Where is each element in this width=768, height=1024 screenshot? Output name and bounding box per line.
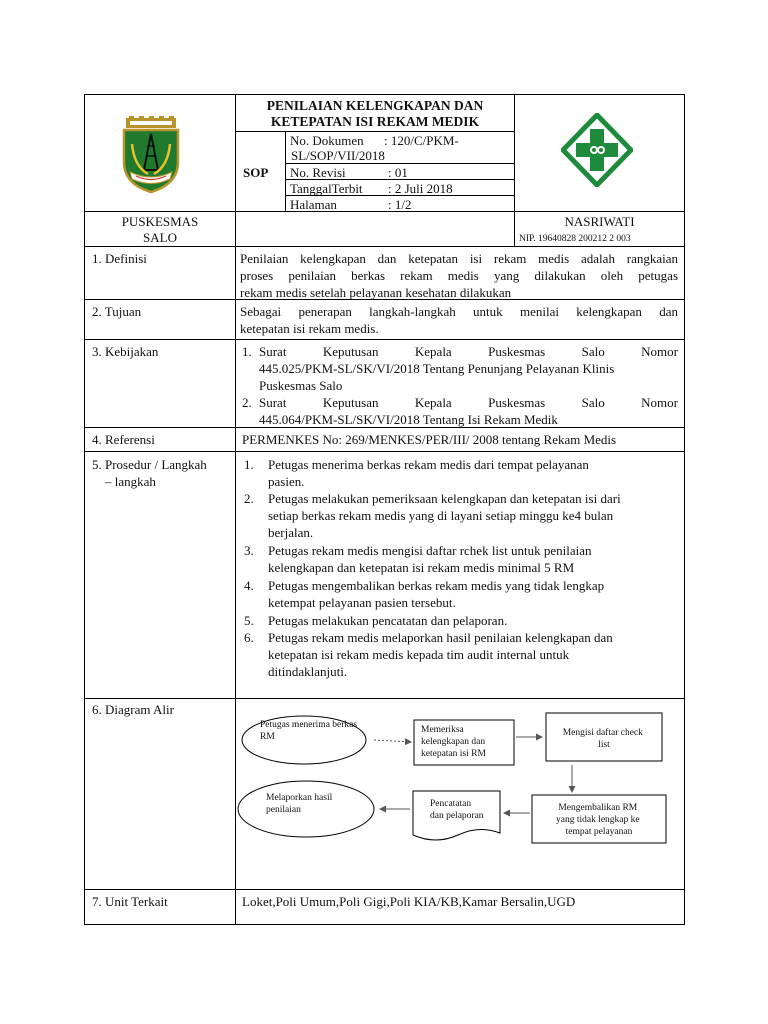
kebijakan-item-number: 2.	[242, 395, 252, 410]
issue-date-value: : 2 Juli 2018	[388, 181, 453, 196]
unit-text: Loket,Poli Umum,Poli Gigi,Poli KIA/KB,Kamar Bersalin,UGD	[242, 894, 576, 909]
step-number: 4.	[244, 578, 254, 593]
definisi-line: Penilaian kelengkapan dan ketepatan isi rekam medis adalah rangkaian	[240, 251, 678, 266]
doc-number-label: No. Dokumen	[290, 133, 364, 148]
kebijakan-line: Surat Keputusan Kepala Puskesmas Salo Nomor	[259, 344, 678, 359]
step-line: ketempat pelayanan pasien tersebut.	[268, 595, 456, 610]
step-line: Petugas menerima berkas rekam medis dari tempat pelayanan	[268, 457, 589, 472]
kebijakan-line: Surat Keputusan Kepala Puskesmas Salo Nomor	[259, 395, 678, 410]
section-label-kebijakan: 3. Kebijakan	[92, 344, 159, 359]
org-name-line1: PUSKESMAS	[121, 214, 199, 229]
section-label-prosedur-cont: – langkah	[105, 474, 156, 489]
document-title-line1: PENILAIAN KELENGKAPAN DAN	[266, 98, 484, 113]
tujuan-line: ketepatan isi rekam medis.	[240, 321, 379, 336]
kebijakan-line: Puskesmas Salo	[259, 378, 343, 393]
revision-label: No. Revisi	[290, 165, 346, 180]
revision-value: : 01	[388, 165, 408, 180]
flow-diagram	[236, 699, 684, 889]
section-label-definisi: 1. Definisi	[92, 251, 147, 266]
referensi-text: PERMENKES No: 269/MENKES/PER/III/ 2008 tentang Rekam Medis	[242, 432, 617, 447]
flow-record-label: Pencatatan dan pelaporan	[430, 799, 484, 821]
signer-nip: NIP. 19640828 200212 2 003	[519, 234, 631, 244]
kebijakan-item-number: 1.	[242, 344, 252, 359]
tujuan-line: Sebagai penerapan langkah-langkah untuk menilai kelengkapan dan	[240, 304, 678, 319]
kebijakan-line: 445.064/PKM-SL/SK/VI/2018 Tentang Isi Rekam Medik	[259, 412, 558, 427]
flow-start-label: Petugas menerima berkas RM	[260, 720, 358, 742]
definisi-line: proses penilaian berkas rekam medis yang dilakukan oleh petugas	[240, 268, 678, 283]
section-label-unit: 7. Unit Terkait	[92, 894, 168, 909]
step-line: setiap berkas rekam medis yang di layani setiap minggu ke4 bulan	[268, 508, 614, 523]
section-label-diagram: 6. Diagram Alir	[92, 702, 174, 717]
step-number: 3.	[244, 543, 254, 558]
step-number: 6.	[244, 630, 254, 645]
flow-fill-label: Mengisi daftar check list	[562, 728, 643, 750]
flow-check-label: Memeriksa kelengkapan dan ketepatan isi RM	[421, 725, 486, 759]
flow-end-label: Melaporkan hasil penilaian	[266, 793, 333, 815]
sop-label: SOP	[243, 165, 269, 180]
section-label-prosedur: 5. Prosedur / Langkah	[92, 457, 207, 472]
flow-end-ellipse	[238, 781, 374, 837]
doc-number-value: : 120/C/PKM-	[384, 133, 459, 148]
step-line: kelengkapan dan ketepatan isi rekam medis minimal 5 RM	[268, 560, 575, 575]
section-label-tujuan: 2. Tujuan	[92, 304, 142, 319]
step-line: ketepatan isi rekam medis kepada tim audit internal untuk	[268, 647, 570, 662]
org-name-line2: SALO	[143, 230, 177, 245]
step-line: Petugas melakukan pemeriksaan kelengkapan dan ketepatan isi dari	[268, 491, 621, 506]
step-line: Petugas rekam medis mengisi daftar rchek list untuk penilaian	[268, 543, 592, 558]
step-number: 2.	[244, 491, 254, 506]
step-line: ditindaklanjuti.	[268, 664, 348, 679]
page-label: Halaman	[290, 197, 337, 212]
step-line: Petugas melakukan pencatatan dan pelaporan.	[268, 613, 508, 628]
issue-date-label: TanggalTerbit	[290, 181, 363, 196]
flow-return-label: Mengembalikan RM yang tidak lengkap ke tempat pelayanan	[555, 803, 640, 837]
step-line: berjalan.	[268, 525, 314, 540]
document-title-line2: KETEPATAN ISI REKAM MEDIK	[270, 114, 480, 129]
doc-number-value-cont: SL/SOP/VII/2018	[291, 148, 385, 163]
page-value: : 1/2	[388, 197, 412, 212]
puskesmas-cross-icon	[561, 113, 633, 187]
step-number: 5.	[244, 613, 254, 628]
section-label-referensi: 4. Referensi	[92, 432, 155, 447]
step-number: 1.	[244, 457, 254, 472]
step-line: Petugas rekam medis melaporkan hasil penilaian kelengkapan dan	[268, 630, 613, 645]
definisi-line: rekam medis setelah pelayanan kesehatan dilakukan	[240, 285, 512, 300]
step-line: Petugas mengembalikan berkas rekam medis yang tidak lengkap	[268, 578, 605, 593]
signer-name: NASRIWATI	[564, 214, 635, 229]
step-line: pasien.	[268, 474, 305, 489]
flow-arrow	[374, 740, 411, 742]
kebijakan-line: 445.025/PKM-SL/SK/VI/2018 Tentang Penunjang Pelayanan Klinis	[259, 361, 615, 376]
regency-crest-icon	[118, 116, 184, 194]
